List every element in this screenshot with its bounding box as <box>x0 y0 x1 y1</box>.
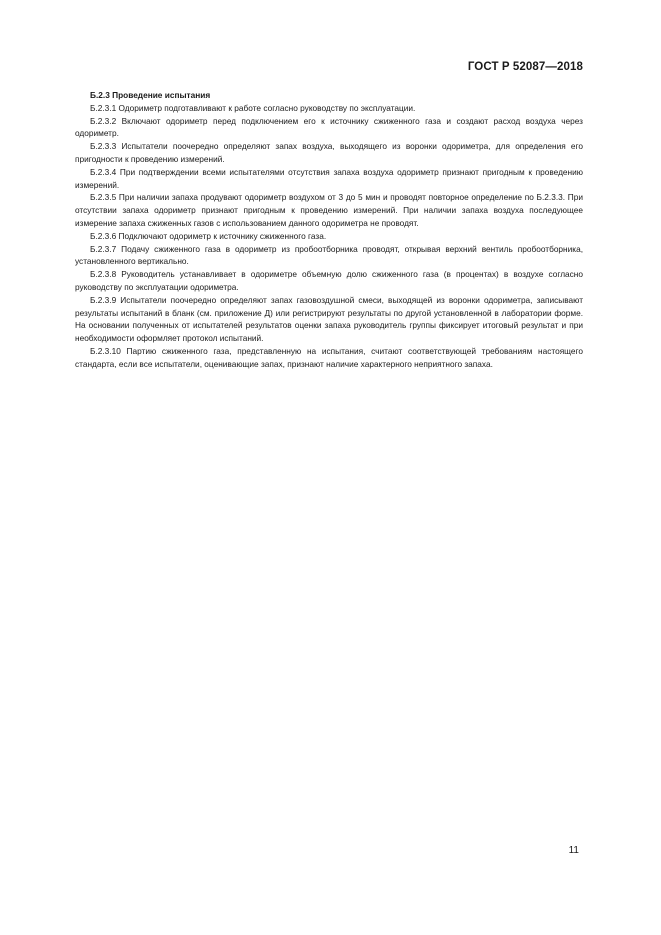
paragraph-b238: Б.2.3.8 Руководитель устанавливает в одориметре объемную долю сжиженного газа (в процентах) в воздухе согласно руководству по эксплуатации одориметра. <box>75 269 583 292</box>
paragraph-b2310: Б.2.3.10 Партию сжиженного газа, представленную на испытания, считают соответствующей требованиям настоящего стандарта, если все испытатели, оценивающие запах, признают наличие характерного неприятного запаха. <box>75 345 583 369</box>
document-code: ГОСТ Р 52087—2018 <box>467 61 583 73</box>
paragraph-b233: Б.2.3.3 Испытатели поочередно определяют запах воздуха, выходящего из воронки одориметра, для определения его пригодности к проведению измерений. <box>75 141 583 164</box>
paragraph-b231: Б.2.3.1 Одориметр подготавливают к работе согласно руководству по эксплуатации. <box>90 102 416 113</box>
paragraph-b236: Б.2.3.6 Подключают одориметр к источнику сжиженного газа. <box>90 230 327 241</box>
page-number: 11 <box>568 845 579 856</box>
paragraph-b234: Б.2.3.4 При подтверждении всеми испытателями отсутствия запаха воздуха одориметр признают пригодным к проведению измерений. <box>75 166 583 190</box>
paragraph-b239: Б.2.3.9 Испытатели поочередно определяют запах газовоздушной смеси, выходящей из воронки одориметра, записывают результаты испытаний в бланк (см. приложение Д) или регистрируют результаты по другой установленной в лаборатории форме. На основании полученных от испытателей результатов оценки запаха руководитель группы фиксирует итоговый результат и при необходимости оформляет протокол испытаний. <box>75 294 583 344</box>
paragraph-b235: Б.2.3.5 При наличии запаха продувают одориметр воздухом от 3 до 5 мин и проводят повторное определение по Б.2.3.3. При отсутствии запаха одориметр признают пригодным к проведению измерений. При наличии запаха воздуха последующее измерение запаха сжиженных газов с использованием данного одориметра не проводят. <box>75 192 583 228</box>
section-title: Б.2.3 Проведение испытания <box>90 90 211 100</box>
paragraph-b232: Б.2.3.2 Включают одориметр перед подключением его к источнику сжиженного газа и создают расход воздуха через одориметр. <box>75 115 583 139</box>
section-body <box>75 89 583 371</box>
paragraph-b237: Б.2.3.7 Подачу сжиженного газа в одориметр из пробоотборника проводят, открывая верхний вентиль пробоотборника, установленного вертикально. <box>75 243 583 267</box>
